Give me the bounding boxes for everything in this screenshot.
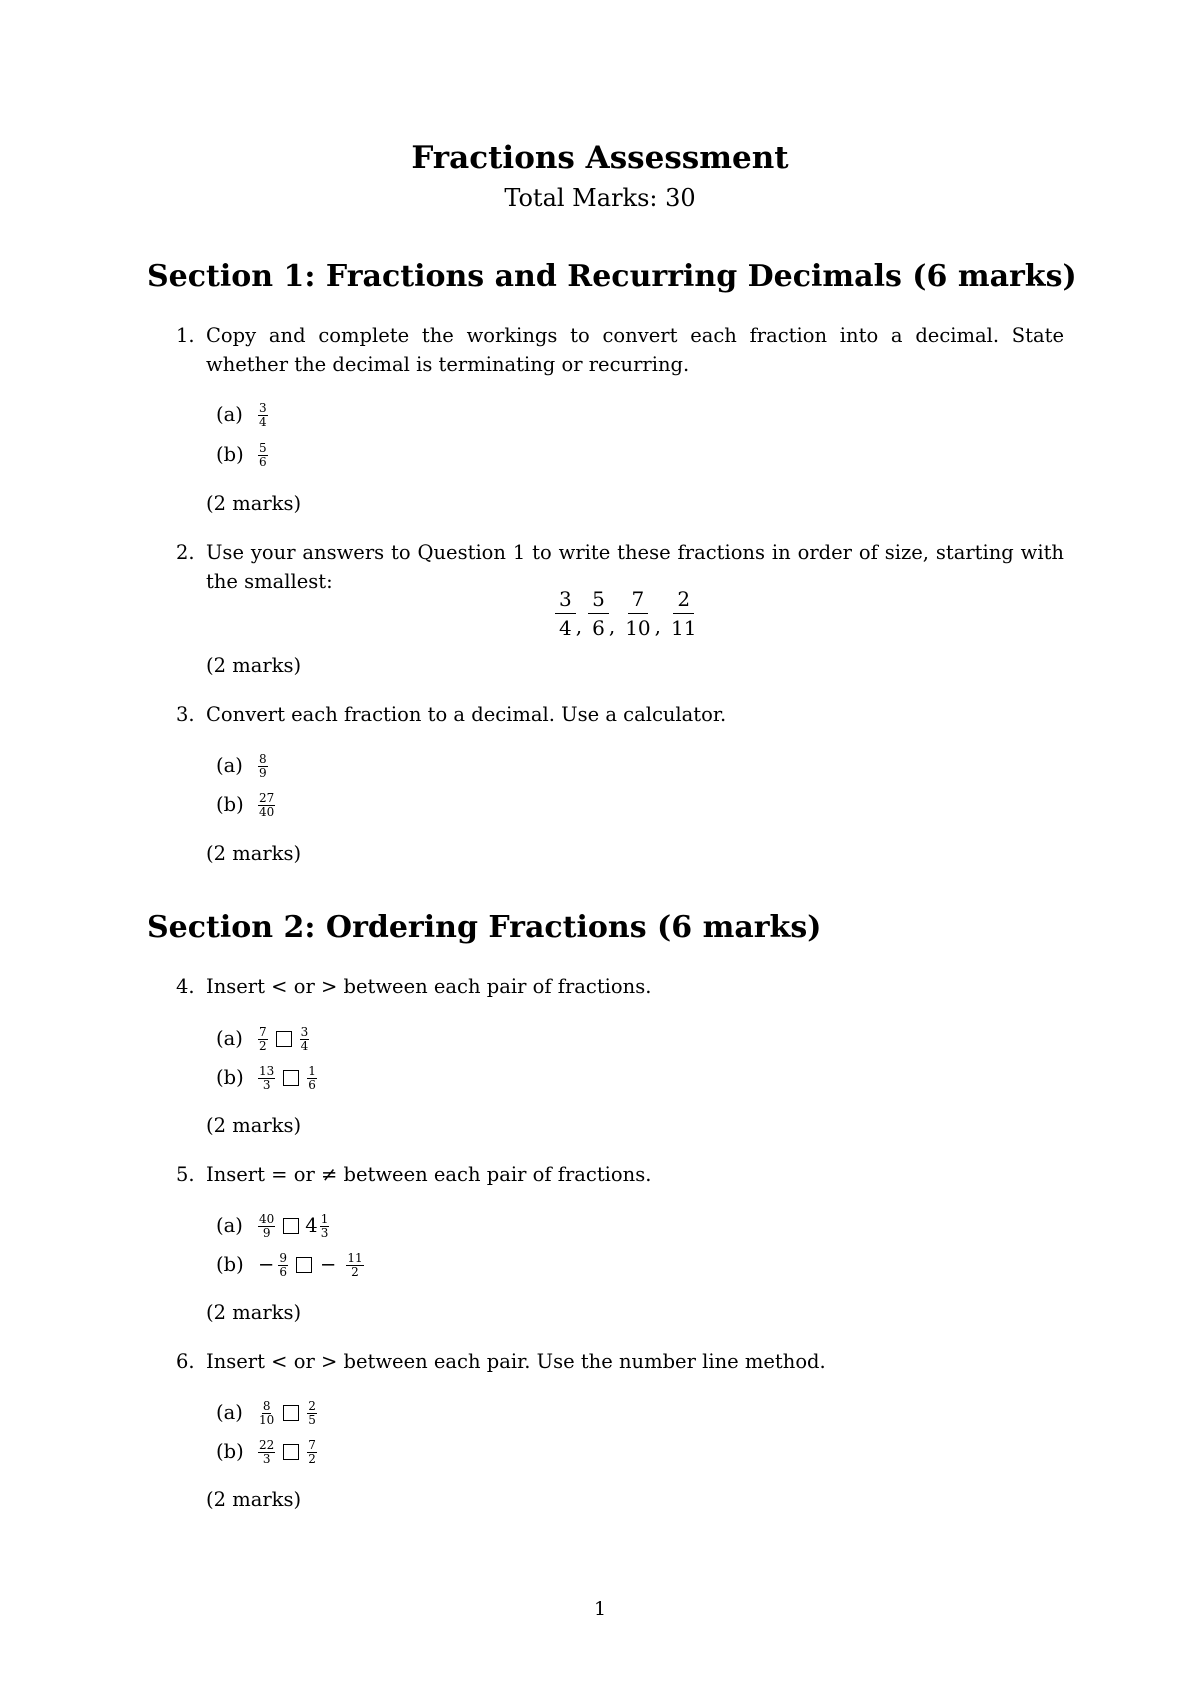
denominator: 3 [262,1451,271,1466]
part-3a [216,751,270,781]
page-subtitle: Total Marks: 30 [504,184,696,212]
question-text: Insert < or > between each pair of fractions. [206,975,652,998]
denominator: 2 [308,1451,316,1466]
numerator: 5 [259,440,267,455]
numerator: 27 [259,790,275,805]
answer-box [276,1031,292,1047]
fraction [258,402,268,429]
question-5 [176,1160,1064,1189]
numerator: 3 [300,1024,309,1039]
denominator: 10 [625,616,651,640]
answer-box [283,1218,299,1234]
question-number: 2. [176,541,195,564]
part-label: (a) [216,1401,243,1424]
fraction [258,442,268,469]
fraction-list: $\frac{3}{4}$ , $\frac{5}{6}$ , $\frac{7}{10}$ , $\frac{2}{11}$ [555,585,700,642]
denominator: 2 [351,1264,359,1279]
fraction [258,1213,275,1240]
part-6b [216,1437,319,1467]
numerator: 7 [259,1024,267,1039]
page-number: 1 [593,1598,607,1620]
question-text: Copy and complete the workings to convert each fraction into a decimal. State whether the decimal is terminating or recurring. [206,324,1064,376]
answer-box [283,1405,299,1421]
marks-label: (2 marks) [206,1114,302,1137]
fraction [258,792,275,819]
denominator: 6 [279,1264,287,1279]
denominator: 9 [262,1225,271,1240]
part-label: (a) [216,1214,243,1237]
fraction [346,1252,363,1279]
fraction [258,1400,275,1427]
question-text: Convert each fraction to a decimal. Use a calculator. [206,703,727,726]
numerator: 22 [259,1437,275,1452]
part-label: (b) [216,1066,244,1089]
numerator: 2 [673,585,694,614]
denominator: 6 [259,454,267,469]
part-4a [216,1024,311,1054]
fraction [320,1213,330,1240]
marks-label: (2 marks) [206,1301,302,1324]
denominator: 4 [559,616,572,640]
denominator: 9 [259,765,267,780]
minus-sign: − [319,1253,337,1276]
answer-box [283,1070,299,1086]
denominator: 5 [308,1412,316,1427]
denominator: 3 [262,1077,271,1092]
part-label: (b) [216,1253,244,1276]
numerator: 3 [259,400,267,415]
numerator: 13 [259,1063,275,1078]
denominator: 10 [259,1412,275,1427]
marks-label: (2 marks) [206,1488,302,1511]
numerator: 40 [259,1211,275,1226]
question-number: 1. [176,324,195,347]
fraction [258,1439,275,1466]
section-heading-2: Section 2: Ordering Fractions (6 marks) [147,910,822,945]
part-6a [216,1398,319,1428]
question-text: Insert = or ≠ between each pair of fractions. [206,1163,652,1186]
fraction [258,1065,275,1092]
numerator: 8 [259,751,267,766]
question-1 [176,321,1064,379]
marks-label: (2 marks) [206,492,302,515]
denominator: 4 [259,414,267,429]
denominator: 4 [300,1038,309,1053]
denominator: 6 [592,616,605,640]
marks-label: (2 marks) [206,842,302,865]
fraction [300,1026,310,1053]
numerator: 7 [628,585,649,614]
answer-box [296,1257,312,1273]
denominator: 3 [320,1225,329,1240]
question-text: Insert < or > between each pair. Use the number line method. [206,1350,826,1373]
fraction [278,1252,288,1279]
denominator: 6 [308,1077,316,1092]
fraction [307,1065,317,1092]
part-label: (b) [216,1440,244,1463]
question-3 [176,700,1064,729]
part-label: (b) [216,443,244,466]
denominator: 11 [671,616,697,640]
question-number: 4. [176,975,195,998]
part-label: (a) [216,403,243,426]
part-5a [216,1211,331,1241]
part-5b [216,1250,366,1280]
fraction [258,1026,268,1053]
part-label: (a) [216,754,243,777]
part-4b [216,1063,319,1093]
page-title: Fractions Assessment [411,140,789,176]
question-number: 3. [176,703,195,726]
part-1b [216,440,270,470]
part-1a [216,400,270,430]
fraction [555,585,576,642]
question-number: 6. [176,1350,195,1373]
question-text: Use your answers to Question 1 to write these fractions in order of size, starting with the smallest: [206,541,1064,593]
numerator: 2 [308,1398,316,1413]
fraction [667,585,700,642]
numerator: 8 [262,1398,271,1413]
fraction [621,585,654,642]
part-label: (a) [216,1027,243,1050]
numerator: 1 [308,1063,316,1078]
fraction [258,753,268,780]
numerator: 5 [588,585,609,614]
answer-box [283,1444,299,1460]
marks-label: (2 marks) [206,654,302,677]
numerator: 9 [279,1250,287,1265]
numerator: 7 [308,1437,316,1452]
fraction [588,585,609,642]
part-3b [216,790,277,820]
numerator: 11 [347,1250,363,1265]
numerator: 1 [320,1211,329,1226]
minus-sign: − [258,1253,275,1276]
denominator: 40 [259,804,275,819]
numerator: 3 [555,585,576,614]
whole-number: 4 [305,1214,318,1237]
denominator: 2 [259,1038,267,1053]
section-heading-1: Section 1: Fractions and Recurring Decimals (6 marks) [147,259,1077,294]
fraction [307,1400,317,1427]
question-6 [176,1347,1064,1376]
question-number: 5. [176,1163,195,1186]
question-4 [176,972,1064,1001]
fraction [307,1439,317,1466]
part-label: (b) [216,793,244,816]
